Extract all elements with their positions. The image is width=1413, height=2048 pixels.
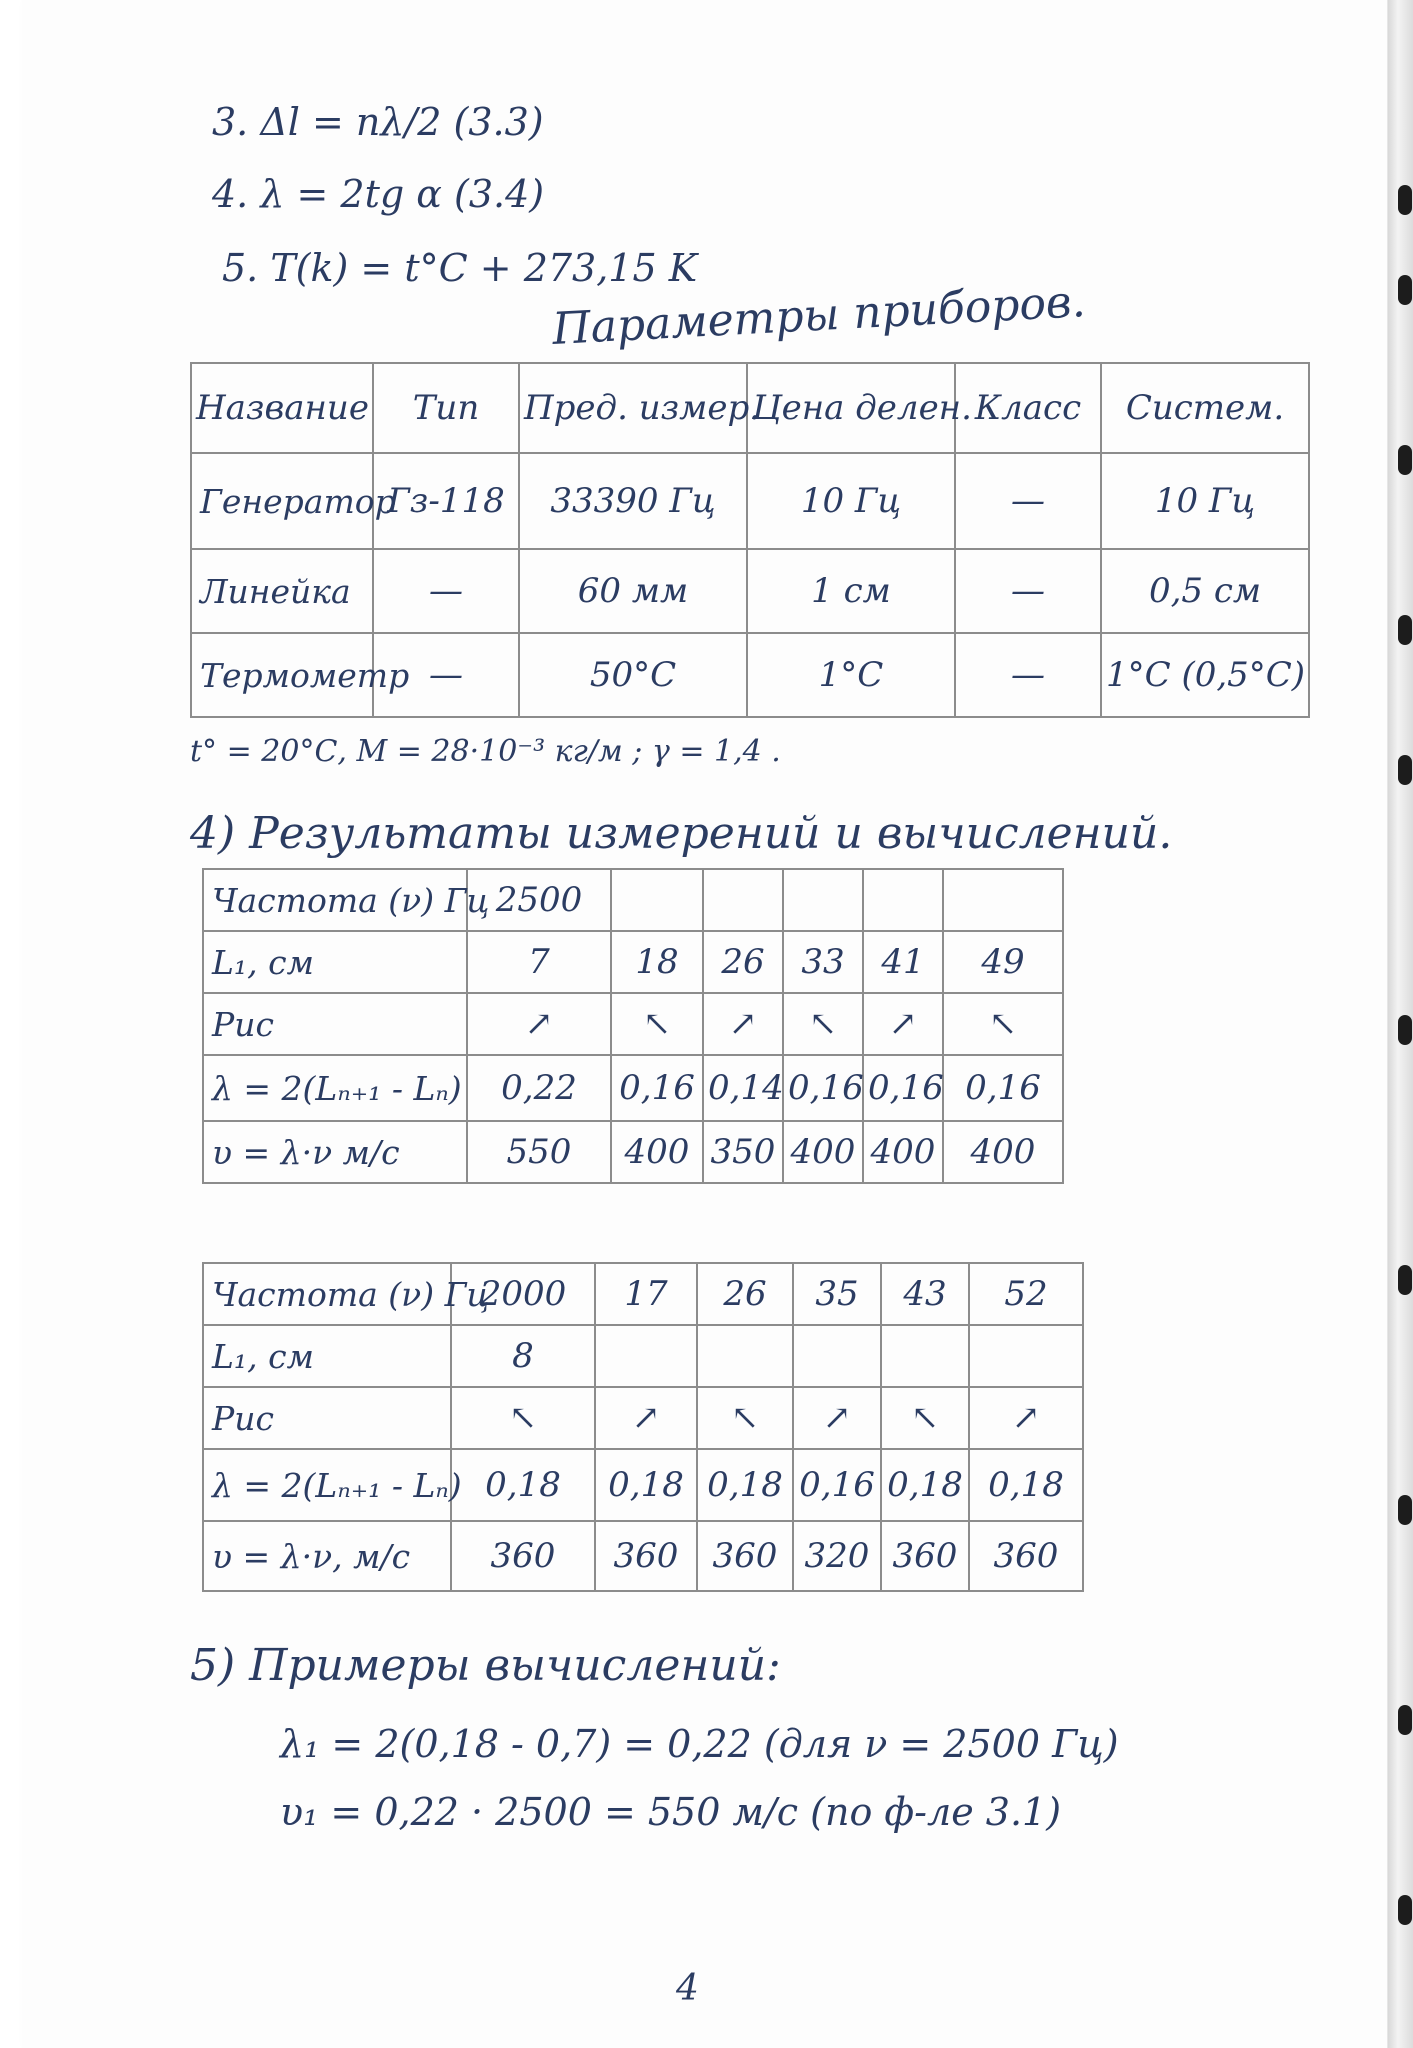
- instrument-cell: 10 Гц: [1101, 453, 1309, 549]
- header-class: Класс: [955, 363, 1101, 453]
- figure-arrow-icon: ↖: [611, 993, 703, 1055]
- data-cell: 360: [881, 1521, 969, 1591]
- figure-arrow-icon: ↗: [863, 993, 943, 1055]
- binder-hole: [1398, 1895, 1412, 1925]
- data-cell: 360: [451, 1521, 595, 1591]
- table-row: [203, 1387, 1083, 1449]
- instruments-title: Параметры приборов.: [551, 276, 1087, 355]
- header-system: Систем.: [1101, 363, 1309, 453]
- header-name: Название: [191, 363, 373, 453]
- data-cell: [881, 1325, 969, 1387]
- data-cell: 360: [595, 1521, 697, 1591]
- formula-temperature: 5. T(k) = t°C + 273,15 K: [222, 246, 698, 290]
- data-cell: [943, 869, 1063, 931]
- instrument-cell: 60 мм: [519, 549, 747, 633]
- data-cell: 35: [793, 1263, 881, 1325]
- data-cell: [611, 869, 703, 931]
- data-cell: 41: [863, 931, 943, 993]
- formula-3-4: 4. λ = 2tg α (3.4): [212, 172, 545, 216]
- instrument-cell: 1 см: [747, 549, 955, 633]
- row-label: L₁, см: [203, 1325, 451, 1387]
- data-cell: [783, 869, 863, 931]
- table-row: [203, 869, 1063, 931]
- data-cell: 8: [451, 1325, 595, 1387]
- binder-hole: [1398, 1015, 1412, 1045]
- instrument-cell: —: [373, 633, 519, 717]
- binder-hole: [1398, 755, 1412, 785]
- results-table-2: [202, 1262, 1084, 1592]
- figure-arrow-icon: ↖: [881, 1387, 969, 1449]
- header-division: Цена делен.: [747, 363, 955, 453]
- data-cell: 0,16: [783, 1055, 863, 1121]
- data-cell: 7: [467, 931, 611, 993]
- data-cell: [703, 869, 783, 931]
- binder-hole: [1398, 275, 1412, 305]
- data-cell: 26: [703, 931, 783, 993]
- data-cell: 400: [943, 1121, 1063, 1183]
- figure-arrow-icon: ↖: [783, 993, 863, 1055]
- data-cell: 550: [467, 1121, 611, 1183]
- data-cell: 320: [793, 1521, 881, 1591]
- instrument-cell: Гз-118: [373, 453, 519, 549]
- data-cell: 0,18: [697, 1449, 793, 1521]
- figure-arrow-icon: ↗: [793, 1387, 881, 1449]
- figure-arrow-icon: ↗: [467, 993, 611, 1055]
- instruments-row: [191, 453, 1309, 549]
- data-cell: 0,18: [969, 1449, 1083, 1521]
- binder-hole: [1398, 445, 1412, 475]
- figure-arrow-icon: ↖: [943, 993, 1063, 1055]
- data-cell: 360: [697, 1521, 793, 1591]
- row-label: Рис: [203, 1387, 451, 1449]
- figure-arrow-icon: ↖: [697, 1387, 793, 1449]
- notebook-page: [22, 0, 1387, 2048]
- row-label: Частота (ν) Гц: [203, 1263, 451, 1325]
- data-cell: 2000: [451, 1263, 595, 1325]
- row-label: υ = λ·ν м/с: [203, 1121, 467, 1183]
- data-cell: [863, 869, 943, 931]
- instrument-cell: 10 Гц: [747, 453, 955, 549]
- data-cell: 33: [783, 931, 863, 993]
- table-row: [203, 1449, 1083, 1521]
- row-label: L₁, см: [203, 931, 467, 993]
- instruments-row: [191, 633, 1309, 717]
- figure-arrow-icon: ↗: [595, 1387, 697, 1449]
- binder-hole: [1398, 185, 1412, 215]
- row-label: υ = λ·ν, м/с: [203, 1521, 451, 1591]
- data-cell: 0,16: [793, 1449, 881, 1521]
- row-label: λ = 2(Lₙ₊₁ - Lₙ): [203, 1449, 451, 1521]
- header-range: Пред. измер.: [519, 363, 747, 453]
- table-row: [203, 931, 1063, 993]
- binder-hole: [1398, 1495, 1412, 1525]
- data-cell: 400: [611, 1121, 703, 1183]
- instrument-name: Генератор: [191, 453, 373, 549]
- data-cell: 360: [969, 1521, 1083, 1591]
- data-cell: [969, 1325, 1083, 1387]
- table-row: [203, 993, 1063, 1055]
- results-table-1: [202, 868, 1064, 1184]
- data-cell: 400: [863, 1121, 943, 1183]
- instrument-cell: 1°С: [747, 633, 955, 717]
- table-row: [203, 1521, 1083, 1591]
- table-row: [203, 1121, 1063, 1183]
- example-line-1: λ₁ = 2(0,18 - 0,7) = 0,22 (для ν = 2500 Гц): [280, 1722, 1119, 1766]
- instrument-cell: —: [955, 453, 1101, 549]
- example-line-2: υ₁ = 0,22 · 2500 = 550 м/с (по ф-ле 3.1): [280, 1790, 1062, 1834]
- instruments-header-row: [191, 363, 1309, 453]
- instrument-cell: —: [955, 549, 1101, 633]
- data-cell: 0,16: [863, 1055, 943, 1121]
- instrument-name: Термометр: [191, 633, 373, 717]
- data-cell: 400: [783, 1121, 863, 1183]
- table-row: [203, 1263, 1083, 1325]
- instruments-row: [191, 549, 1309, 633]
- conditions-note: t° = 20°С, M = 28·10⁻³ кг/м ; γ = 1,4 .: [190, 734, 781, 769]
- row-label: Частота (ν) Гц: [203, 869, 467, 931]
- data-cell: 0,22: [467, 1055, 611, 1121]
- results-title: 4) Результаты измерений и вычислений.: [190, 808, 1173, 859]
- binder-hole: [1398, 1705, 1412, 1735]
- page-number: 4: [676, 1968, 699, 2009]
- data-cell: 350: [703, 1121, 783, 1183]
- data-cell: 17: [595, 1263, 697, 1325]
- instruments-table: [190, 362, 1310, 718]
- instrument-cell: 0,5 см: [1101, 549, 1309, 633]
- instrument-cell: —: [373, 549, 519, 633]
- table-row: [203, 1055, 1063, 1121]
- data-cell: 0,16: [611, 1055, 703, 1121]
- data-cell: 0,18: [451, 1449, 595, 1521]
- table-row: [203, 1325, 1083, 1387]
- data-cell: [595, 1325, 697, 1387]
- header-type: Тип: [373, 363, 519, 453]
- binder-hole: [1398, 615, 1412, 645]
- row-label: Рис: [203, 993, 467, 1055]
- data-cell: 0,18: [881, 1449, 969, 1521]
- binder-hole: [1398, 1265, 1412, 1295]
- figure-arrow-icon: ↗: [969, 1387, 1083, 1449]
- instrument-cell: —: [955, 633, 1101, 717]
- instrument-cell: 50°С: [519, 633, 747, 717]
- data-cell: 0,14: [703, 1055, 783, 1121]
- examples-title: 5) Примеры вычислений:: [190, 1640, 781, 1691]
- formula-3-3: 3. Δl = nλ/2 (3.3): [212, 100, 544, 144]
- figure-arrow-icon: ↗: [703, 993, 783, 1055]
- data-cell: [793, 1325, 881, 1387]
- figure-arrow-icon: ↖: [451, 1387, 595, 1449]
- data-cell: 0,16: [943, 1055, 1063, 1121]
- instrument-name: Линейка: [191, 549, 373, 633]
- instrument-cell: 1°С (0,5°С): [1101, 633, 1309, 717]
- instrument-cell: 33390 Гц: [519, 453, 747, 549]
- data-cell: 26: [697, 1263, 793, 1325]
- data-cell: 52: [969, 1263, 1083, 1325]
- data-cell: [697, 1325, 793, 1387]
- data-cell: 18: [611, 931, 703, 993]
- row-label: λ = 2(Lₙ₊₁ - Lₙ): [203, 1055, 467, 1121]
- data-cell: 0,18: [595, 1449, 697, 1521]
- data-cell: 49: [943, 931, 1063, 993]
- data-cell: 2500: [467, 869, 611, 931]
- data-cell: 43: [881, 1263, 969, 1325]
